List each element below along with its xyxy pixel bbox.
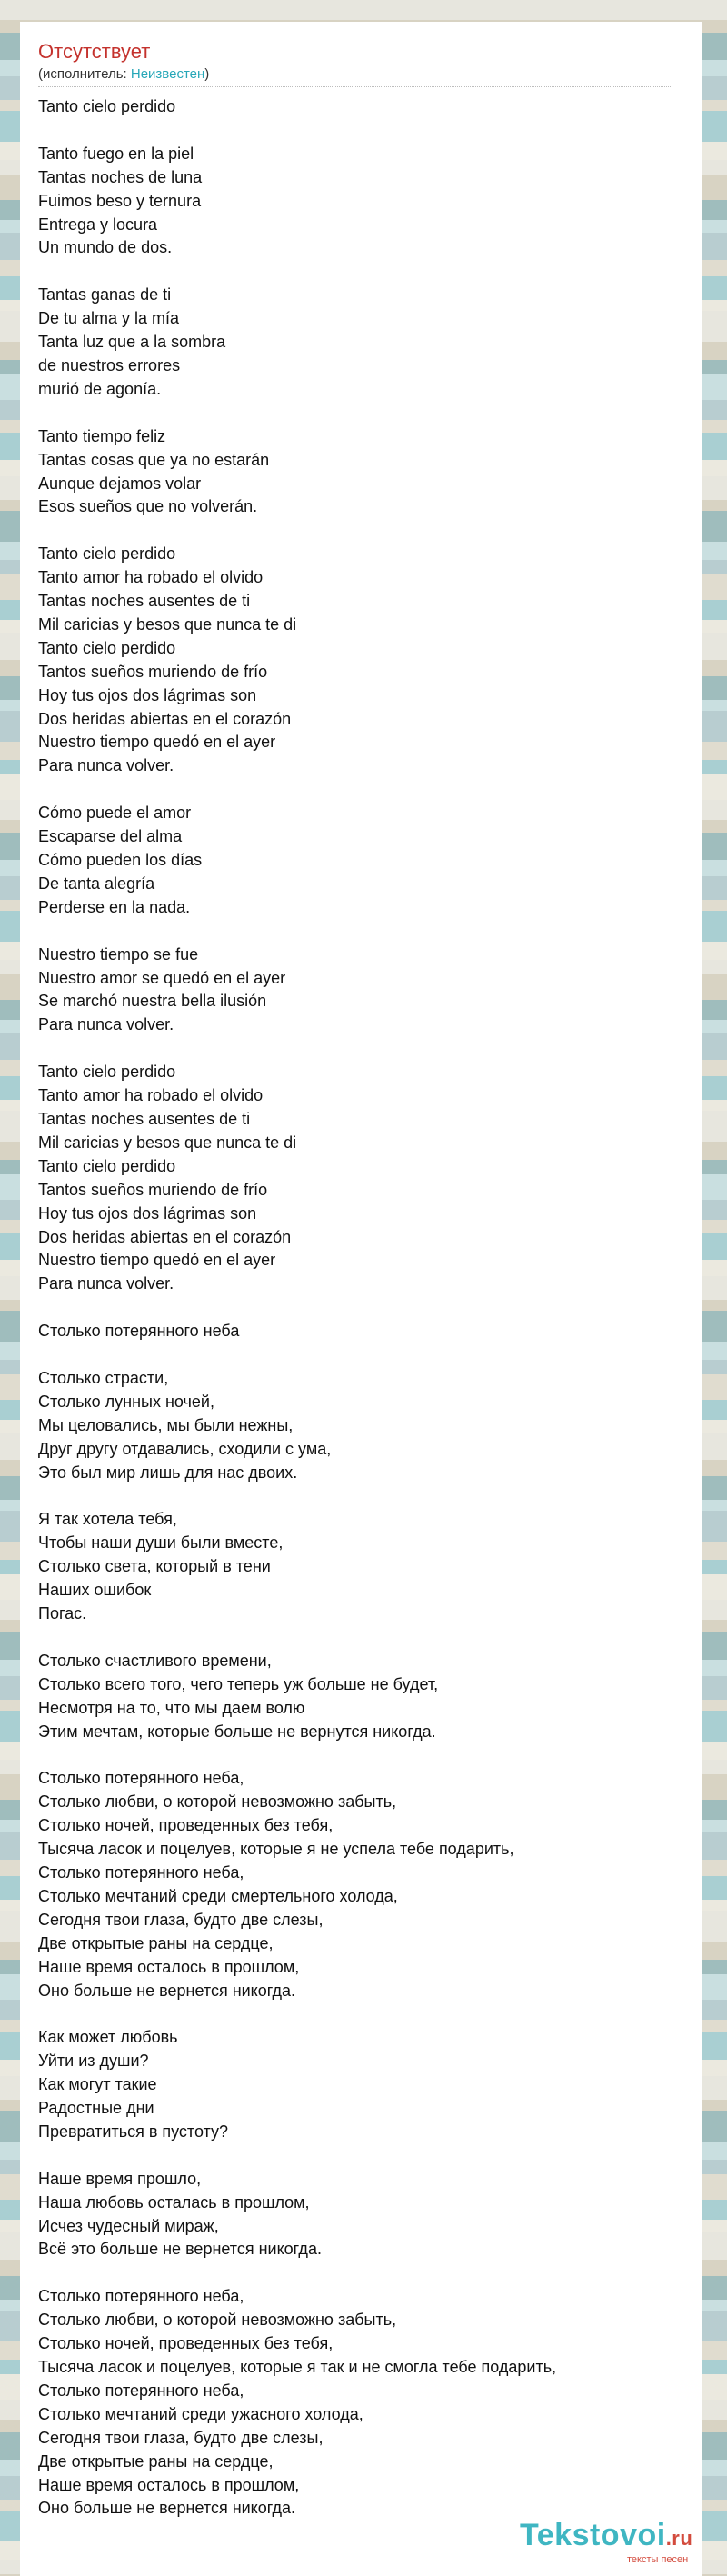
title-divider [38,86,672,87]
logo-tagline: тексты песен [627,2554,689,2565]
artist-line [38,65,209,84]
artist-prefix: (исполнитель: [38,66,131,82]
artist-link[interactable]: Неизвестен [130,66,205,82]
lyrics-card [20,22,702,2576]
logo-wordmark: Tekstovoi.ru [520,2518,693,2552]
song-title: Отсутствует [38,40,151,63]
artist-suffix: ) [204,66,210,82]
background-stripe [0,0,727,20]
song-lyrics: Tanto cielo perdido Tanto fuego en la piel Tantas noches de luna Fuimos beso y ternura Entrega y locura Un mundo de dos. Tantas ganas de ti De tu alma y la mía Tanta luz que a la sombra de nuestros errores murió de agonía. Tanto tiempo feliz Tantas cosas que ya no estarán Aunque dejamos volar Esos sueños que no volverán. Tanto cielo perdido Tanto amor ha robado el olvido Tantas noches ausentes de ti Mil caricias y besos que nunca te di Tanto cielo perdido Tantos sueños muriendo de frío Hoy tus ojos dos lágrimas son Dos heridas abiertas en el corazón Nuestro tiempo quedó en el ayer Para nunca volver. Cómo puede el amor Escaparse del alma Cómo pueden los días De tanta alegría Perderse en la nada. Nuestro tiempo se fue Nuestro amor se quedó en el ayer Se marchó nuestra bella ilusión Para nunca volver. Tanto cielo perdido Tanto amor ha robado el olvido Tantas noches ausentes de ti Mil caricias y besos que nunca te di Tanto cielo perdido Tantos sueños muriendo de frío Hoy tus ojos dos lágrimas son Dos heridas abiertas en el corazón Nuestro tiempo quedó en el ayer Para nunca volver. Столько потерянного неба Столько страсти, Столько лунных ночей, Мы целовались, мы были нежны, Друг другу отдавались, сходили с ума, Это был мир лишь для нас двоих. Я так хотела тебя, Чтобы наши души были вместе, Столько света, который в тени Наших ошибок Погас. Столько счастливого времени, Столько всего того, чего теперь уж больше не будет, Несмотря на то, что мы даем волю Этим мечтам, которые больше не вернутся никогда. Столько потерянного неба, Столько любви, о которой невозможно забыть, Столько ночей, проведенных без тебя, Тысяча ласок и поцелуев, которые я не успела тебе подарить, Столько потерянного неба, Столько мечтаний среди смертельного холода, Сегодня твои глаза, будто две слезы, Две открытые раны на сердце, Наше время осталось в прошлом, Оно больше не вернется никогда. Как может любовь Уйти из души? Как могут такие Радостные дни Превратиться в пустоту? Наше время прошло, Наша любовь осталась в прошлом, Исчез чудесный мираж, Всё это больше не вернется никогда. Столько потерянного неба, Столько любви, о которой невозможно забыть, Столько ночей, проведенных без тебя, Тысяча ласок и поцелуев, которые я так и не смогла тебе подарить, Столько потерянного неба, Столько мечтаний среди ужасного холода, Сегодня твои глаза, будто две слезы, Две открытые раны на сердце, Наше время осталось в прошлом, Оно больше не вернется никогда. [38,97,557,2518]
site-logo[interactable] [520,2518,727,2572]
